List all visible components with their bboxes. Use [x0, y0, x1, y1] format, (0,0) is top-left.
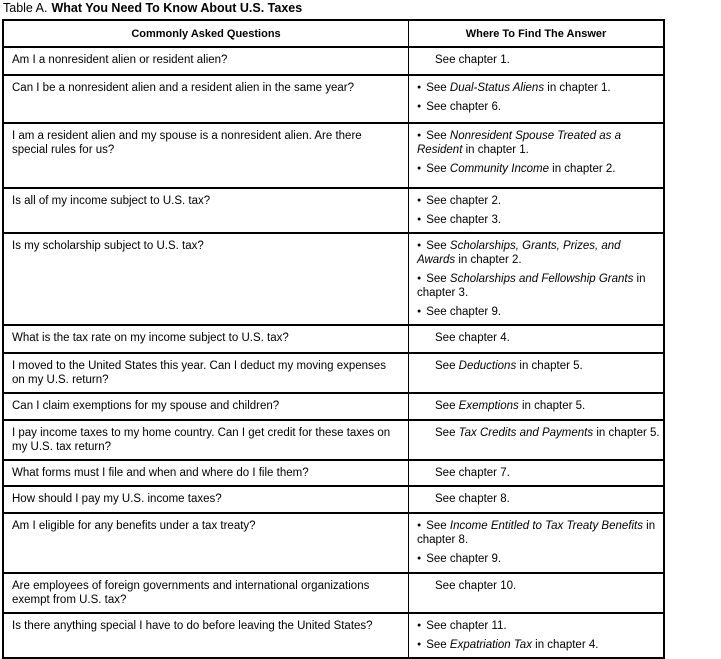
- answer-item-bulleted: [417, 519, 661, 547]
- table-row: [3, 393, 664, 420]
- bullet-icon: ●: [417, 275, 422, 282]
- cross-reference-italic: Nonresident Spouse Treated as a Resident: [417, 130, 622, 156]
- bullet-icon: ●: [417, 165, 422, 172]
- answer-text: See: [426, 130, 450, 142]
- table-row: [3, 573, 664, 613]
- table-title: [3, 1, 721, 16]
- question-cell: What forms must I file and when and where do I file them?: [3, 460, 409, 486]
- table-row: [3, 513, 664, 573]
- answer-cell: [409, 393, 665, 420]
- answer-item-bulleted: [417, 194, 661, 208]
- answer-item-bulleted: [417, 129, 661, 157]
- table-title-main: What You Need To Know About U.S. Taxes: [51, 1, 303, 15]
- answer-item-bulleted: [417, 239, 661, 267]
- answer-text: in chapter 5.: [518, 400, 586, 412]
- answer-cell: [409, 486, 665, 513]
- question-cell: I moved to the United States this year. Can I deduct my moving expenses on my U.S. return?: [3, 353, 409, 393]
- question-cell: Am I a nonresident alien or resident alien?: [3, 47, 409, 75]
- table-row: [3, 47, 664, 75]
- table-row: [3, 325, 664, 353]
- question-cell: Is my scholarship subject to U.S. tax?: [3, 233, 409, 325]
- answer-text: See: [435, 360, 459, 372]
- answer-text: See chapter 7.: [435, 467, 510, 479]
- answer-text: See: [426, 639, 450, 651]
- answer-text: See chapter 8.: [435, 493, 510, 505]
- question-cell: Can I claim exemptions for my spouse and children?: [3, 393, 409, 420]
- answer-cell: [409, 513, 665, 573]
- answer-cell: [409, 47, 665, 75]
- answer-text: See chapter 6.: [426, 101, 502, 113]
- answer-cell: [409, 188, 665, 233]
- cross-reference-italic: Tax Credits and Payments: [458, 427, 594, 439]
- column-header-questions: Commonly Asked Questions: [3, 20, 409, 47]
- bullet-icon: ●: [417, 84, 422, 91]
- answer-text: See chapter 11.: [426, 620, 507, 632]
- answer-cell: [409, 460, 665, 486]
- answer-text: See: [426, 82, 450, 94]
- answer-item-bulleted: [417, 272, 661, 300]
- question-cell: I am a resident alien and my spouse is a nonresident alien. Are there special rules for us?: [3, 123, 409, 188]
- table-row: [3, 188, 664, 233]
- table-row: [3, 353, 664, 393]
- answer-text: in chapter 2.: [548, 163, 616, 175]
- answer-item-bulleted: [417, 619, 661, 633]
- table-body: [3, 47, 664, 658]
- answer-item-bulleted: [417, 213, 661, 227]
- answer-text: See: [426, 273, 450, 285]
- table-row: [3, 123, 664, 188]
- answer-item: [435, 579, 661, 593]
- question-cell: I pay income taxes to my home country. Can I get credit for these taxes on my U.S. tax return?: [3, 420, 409, 460]
- bullet-icon: ●: [417, 308, 422, 315]
- cross-reference-italic: Exemptions: [458, 400, 519, 412]
- cross-reference-italic: Dual-Status Aliens: [449, 82, 545, 94]
- answer-text: See chapter 2.: [426, 195, 502, 207]
- bullet-icon: ●: [417, 555, 422, 562]
- column-header-answers: Where To Find The Answer: [409, 20, 665, 47]
- answer-cell: [409, 325, 665, 353]
- answer-text: See chapter 9.: [426, 306, 502, 318]
- answer-item: [435, 53, 661, 67]
- answer-cell: [409, 573, 665, 613]
- faq-table: [2, 19, 665, 659]
- table-row: [3, 75, 664, 123]
- cross-reference-italic: Community Income: [449, 163, 549, 175]
- cross-reference-italic: Expatriation Tax: [449, 639, 532, 651]
- answer-item: [435, 359, 661, 373]
- header-row: [3, 20, 664, 47]
- answer-cell: [409, 75, 665, 123]
- answer-text: in chapter 1.: [544, 82, 611, 94]
- answer-item-bulleted: [417, 100, 661, 114]
- question-cell: Am I eligible for any benefits under a tax treaty?: [3, 513, 409, 573]
- question-cell: Is all of my income subject to U.S. tax?: [3, 188, 409, 233]
- question-cell: Is there anything special I have to do before leaving the United States?: [3, 613, 409, 658]
- question-cell: How should I pay my U.S. income taxes?: [3, 486, 409, 513]
- answer-text: in chapter 1.: [462, 144, 529, 156]
- answer-item: [435, 466, 661, 480]
- answer-cell: [409, 123, 665, 188]
- answer-text: See chapter 4.: [435, 332, 510, 344]
- question-cell: Are employees of foreign governments and international organizations exempt from U.S. tax?: [3, 573, 409, 613]
- answer-item-bulleted: [417, 162, 661, 176]
- answer-item: [435, 399, 661, 413]
- answer-text: See: [426, 240, 450, 252]
- answer-text: See chapter 9.: [426, 553, 502, 565]
- answer-item: [435, 426, 661, 440]
- answer-text: See: [426, 520, 450, 532]
- answer-text: in chapter 5.: [516, 360, 583, 372]
- question-cell: Can I be a nonresident alien and a resident alien in the same year?: [3, 75, 409, 123]
- bullet-icon: ●: [417, 103, 422, 110]
- answer-text: in chapter 2.: [455, 254, 522, 266]
- table-title-prefix: Table A.: [3, 1, 48, 15]
- answer-text: in chapter 5.: [593, 427, 660, 439]
- bullet-icon: ●: [417, 522, 422, 529]
- bullet-icon: ●: [417, 132, 422, 139]
- table-row: [3, 233, 664, 325]
- cross-reference-italic: Scholarships, Grants, Prizes, and Awards: [417, 240, 621, 266]
- answer-cell: [409, 420, 665, 460]
- answer-text: See: [426, 163, 450, 175]
- table-header: [3, 20, 664, 47]
- answer-item-bulleted: [417, 81, 661, 95]
- answer-text: See chapter 3.: [426, 214, 502, 226]
- bullet-icon: ●: [417, 197, 422, 204]
- answer-cell: [409, 233, 665, 325]
- answer-text: in chapter 4.: [531, 639, 599, 651]
- bullet-icon: ●: [417, 216, 422, 223]
- answer-item-bulleted: [417, 305, 661, 319]
- table-row: [3, 486, 664, 513]
- bullet-icon: ●: [417, 622, 422, 629]
- bullet-icon: ●: [417, 641, 422, 648]
- cross-reference-italic: Scholarships and Fellowship Grants: [449, 273, 634, 285]
- answer-text: See chapter 10.: [435, 580, 517, 592]
- answer-text: See: [435, 427, 459, 439]
- answer-cell: [409, 613, 665, 658]
- answer-text: See: [435, 400, 459, 412]
- answer-item: [435, 331, 661, 345]
- table-row: [3, 420, 664, 460]
- question-cell: What is the tax rate on my income subject to U.S. tax?: [3, 325, 409, 353]
- answer-item-bulleted: [417, 552, 661, 566]
- answer-text: See chapter 1.: [435, 54, 510, 66]
- table-row: [3, 613, 664, 658]
- cross-reference-italic: Income Entitled to Tax Treaty Benefits: [449, 520, 643, 532]
- bullet-icon: ●: [417, 242, 422, 249]
- table-row: [3, 460, 664, 486]
- answer-text: in chapter 3.: [417, 273, 646, 299]
- cross-reference-italic: Deductions: [458, 360, 517, 372]
- answer-item: [435, 492, 661, 506]
- answer-cell: [409, 353, 665, 393]
- answer-text: in chapter 8.: [417, 520, 656, 546]
